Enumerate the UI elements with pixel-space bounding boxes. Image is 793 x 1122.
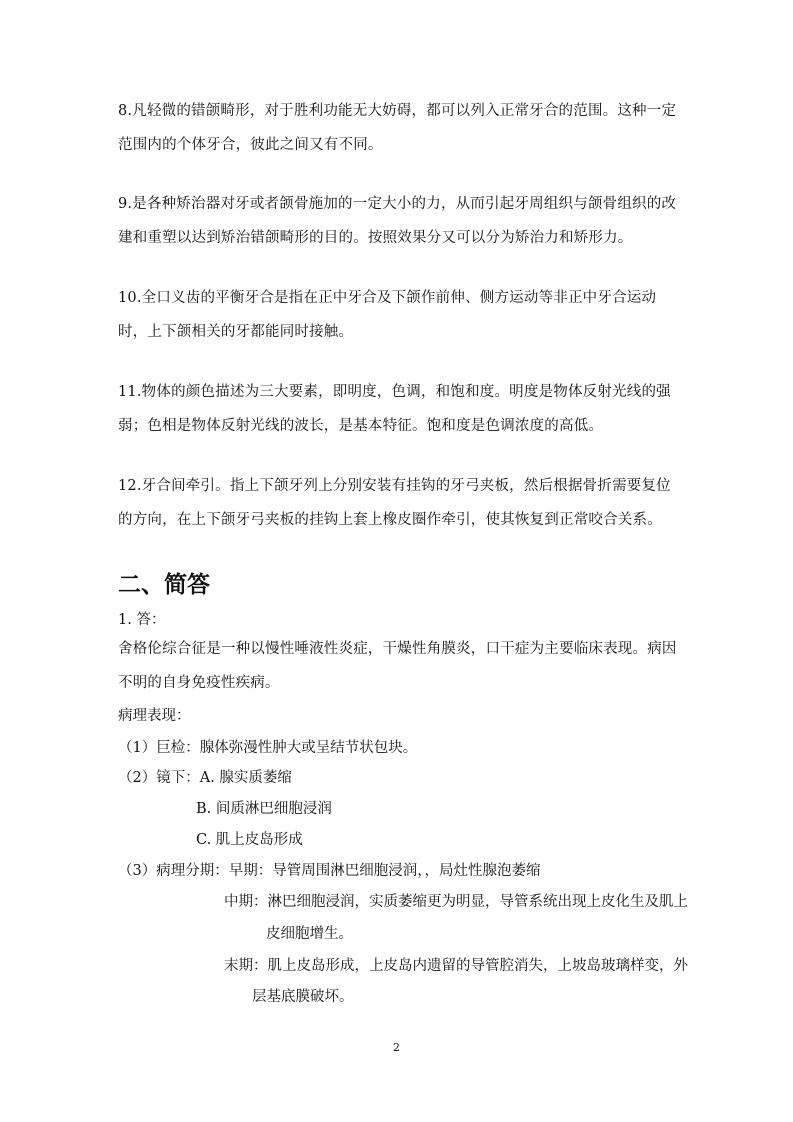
staging-early: （3）病理分期：早期：导管周围淋巴细胞浸润，，局灶性腺泡萎缩 [118, 863, 541, 879]
definition-number: 11. [118, 384, 142, 400]
definition-text: 牙合间牵引。指上下颌牙列上分别安装有挂钩的牙弓夹板，然后根据骨折需要复位的方向，在上下颌牙弓夹板的挂钩上套上橡皮圈作牵引，使其恢复到正常咬合关系。 [118, 478, 671, 528]
definition-8 [118, 94, 678, 162]
pathology-micro-a: （2）镜下：A. 腺实质萎缩 [118, 770, 292, 786]
definition-text: 凡轻微的错颌畸形，对于胜利功能无大妨碍，都可以列入正常牙合的范围。这种一定范围内的个体牙合，彼此之间又有不同。 [118, 103, 677, 153]
staging-mid-line2: 皮细胞增生。 [266, 926, 353, 942]
staging-late-line1: 末期：肌上皮岛形成，上皮岛内遗留的导管腔消失，上坡岛玻璃样变，外 [224, 958, 688, 974]
staging-mid-line1: 中期：淋巴细胞浸润，实质萎缩更为明显，导管系统出现上皮化生及肌上 [224, 894, 688, 910]
definition-11 [118, 375, 678, 443]
section-heading: 二、简答 [118, 572, 210, 598]
definition-number: 10. [118, 290, 142, 306]
page-number: 2 [393, 1041, 400, 1054]
answer-label: 1. 答： [118, 612, 166, 628]
definition-number: 9. [118, 196, 133, 212]
staging-late-line2: 层基底膜破坏。 [252, 989, 354, 1005]
definition-text: 是各种矫治器对牙或者颌骨施加的一定大小的力，从而引起牙周组织与颌骨组织的改建和重塑以达到矫治错颌畸形的目的。按照效果分又可以分为矫治力和矫形力。 [118, 196, 677, 246]
pathology-micro-b: B. 间质淋巴细胞浸润 [196, 801, 332, 817]
definition-text: 全口义齿的平衡牙合是指在正中牙合及下颌作前伸、侧方运动等非正中牙合运动时，上下颌相关的牙都能同时接触。 [118, 290, 657, 340]
definition-number: 8. [118, 103, 133, 119]
definition-text: 物体的颜色描述为三大要素，即明度，色调，和饱和度。明度是物体反射光线的强弱；色相是物体反射光线的波长，是基本特征。饱和度是色调浓度的高低。 [118, 384, 671, 434]
pathology-gross: （1）巨检：腺体弥漫性肿大或呈结节状包块。 [118, 740, 418, 756]
pathology-micro-c: C. 肌上皮岛形成 [196, 832, 303, 848]
definition-9 [118, 187, 678, 255]
definition-12 [118, 469, 678, 537]
definition-10 [118, 281, 678, 349]
answer-intro: 舍格伦综合征是一种以慢性唾液性炎症，干燥性角膜炎，口干症为主要临床表现。病因不明的自身免疫性疾病。 [118, 641, 677, 691]
pathology-label: 病理表现： [118, 708, 191, 724]
definition-number: 12. [118, 478, 142, 494]
